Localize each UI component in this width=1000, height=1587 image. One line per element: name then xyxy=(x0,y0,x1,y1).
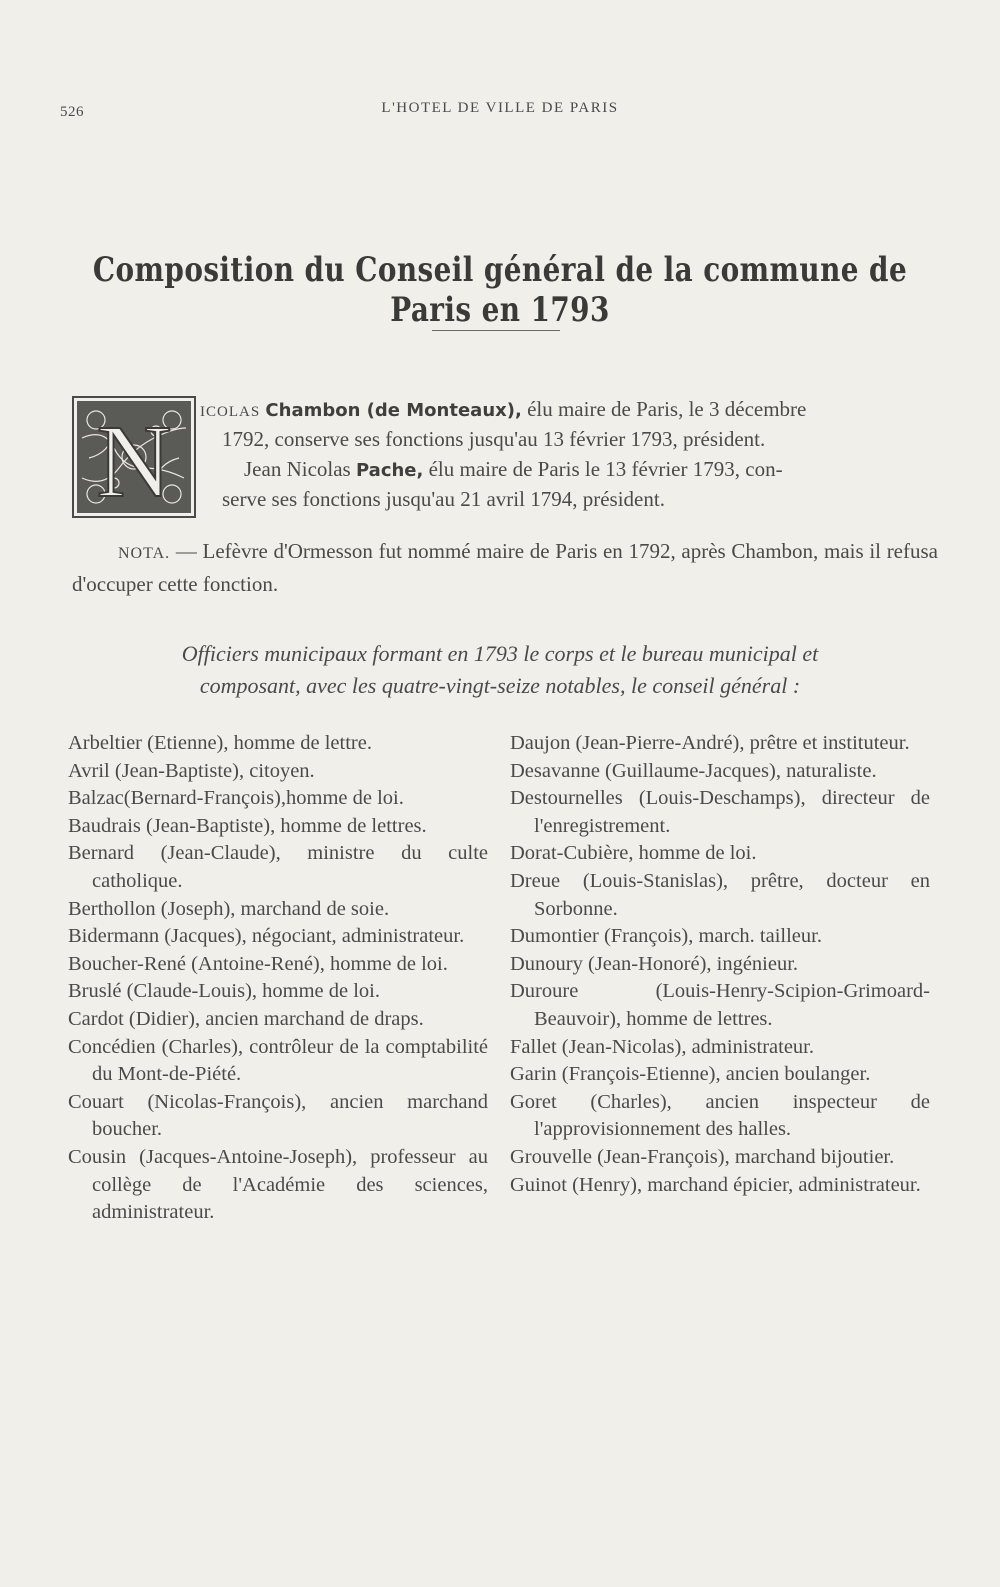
right-column-list xyxy=(510,730,930,1199)
list-item: Goret (Charles), ancien inspecteur de l'approvisionnement des halles. xyxy=(510,1090,930,1141)
left-column-list xyxy=(68,730,488,1227)
intro-line-1 xyxy=(200,395,942,427)
list-item: Cousin (Jacques-Antoine-Joseph), professeur au collège de l'Académie des sciences, administrateur. xyxy=(68,1145,488,1224)
list-item: Dorat-Cubière, homme de loi. xyxy=(510,842,757,865)
ornamental-dropcap xyxy=(72,396,196,518)
list-item: Concédien (Charles), contrôleur de la comptabilité du Mont-de-Piété. xyxy=(68,1035,488,1086)
list-item: Baudrais (Jean-Baptiste), homme de lettres. xyxy=(68,814,427,837)
list-item: Arbeltier (Etienne), homme de lettre. xyxy=(68,732,372,754)
list-item: Duroure (Louis-Henry-Scipion-Grimoard-Beauvoir), homme de lettres. xyxy=(510,980,930,1030)
list-item: Bruslé (Claude-Louis), homme de loi. xyxy=(68,980,380,1003)
intro-line-2: 1792, conserve ses fonctions jusqu'au 13 février 1793, président. xyxy=(222,427,766,451)
intro-line-3 xyxy=(244,455,986,485)
list-item: Couart (Nicolas-François), ancien marchand boucher. xyxy=(68,1090,488,1141)
list-item: Fallet (Jean-Nicolas), administrateur. xyxy=(510,1035,814,1058)
list-item: Dunoury (Jean-Honoré), ingénieur. xyxy=(510,952,799,975)
mayor-name-chambon: Chambon (de Monteaux), xyxy=(265,400,522,421)
dropcap-letter: N xyxy=(96,404,172,516)
page-number: 526 xyxy=(60,104,84,120)
subheading-line-2: composant, avec les quatre-vingt-seize notables, le conseil général : xyxy=(199,673,801,698)
list-item: Guinot (Henry), marchand épicier, administrateur. xyxy=(510,1173,921,1196)
intro-line-1-rest: élu maire de Paris, le 3 décembre xyxy=(521,397,807,421)
list-item: Cardot (Didier), ancien marchand de draps. xyxy=(68,1007,424,1030)
list-item: Avril (Jean-Baptiste), citoyen. xyxy=(68,759,315,782)
subheading-line-1: Officiers municipaux formant en 1793 le corps et le bureau municipal et xyxy=(181,641,819,666)
list-item: Bernard (Jean-Claude), ministre du culte catholique. xyxy=(68,842,488,892)
list-item: Garin (François-Etienne), ancien boulanger. xyxy=(510,1063,871,1086)
list-item: Boucher-René (Antoine-René), homme de loi. xyxy=(68,952,448,975)
dropcap-ornament-icon xyxy=(74,398,194,516)
list-item: Desavanne (Guillaume-Jacques), naturaliste. xyxy=(510,759,877,782)
list-item: Grouvelle (Jean-François), marchand bijoutier. xyxy=(510,1145,895,1168)
list-item: Berthollon (Joseph), marchand de soie. xyxy=(68,897,390,920)
intro-smallcaps: ICOLAS xyxy=(200,404,261,420)
list-item: Destournelles (Louis-Deschamps), directeur de l'enregistrement. xyxy=(510,787,930,837)
title-rule xyxy=(432,330,560,331)
list-item: Bidermann (Jacques), négociant, administrateur. xyxy=(68,925,465,948)
list-item: Dumontier (François), march. tailleur. xyxy=(510,925,822,948)
mayor-name-pache: Pache, xyxy=(355,460,424,481)
nota-text: — Lefèvre d'Ormesson fut nommé maire de Paris en 1792, après Chambon, mais il refusa d'occuper cette fonction. xyxy=(72,539,938,596)
list-item: Balzac(Bernard-François),homme de loi. xyxy=(68,787,404,810)
list-item: Dreue (Louis-Stanislas), prêtre, docteur en Sorbonne. xyxy=(510,869,930,920)
intro-line-4: serve ses fonctions jusqu'au 21 avril 1794, président. xyxy=(222,487,665,511)
nota-paragraph xyxy=(72,536,938,599)
running-head: L'HOTEL DE VILLE DE PARIS xyxy=(381,100,619,116)
section-subheading xyxy=(90,638,910,702)
intro-line-3-a: Jean Nicolas xyxy=(244,457,356,481)
nota-label: NOTA. xyxy=(118,545,171,562)
list-item: Daujon (Jean-Pierre-André), prêtre et instituteur. xyxy=(510,732,910,754)
intro-line-3-b: élu maire de Paris le 13 février 1793, con- xyxy=(423,457,783,481)
page-title: Composition du Conseil général de la commune de Paris en 1793 xyxy=(92,250,908,330)
